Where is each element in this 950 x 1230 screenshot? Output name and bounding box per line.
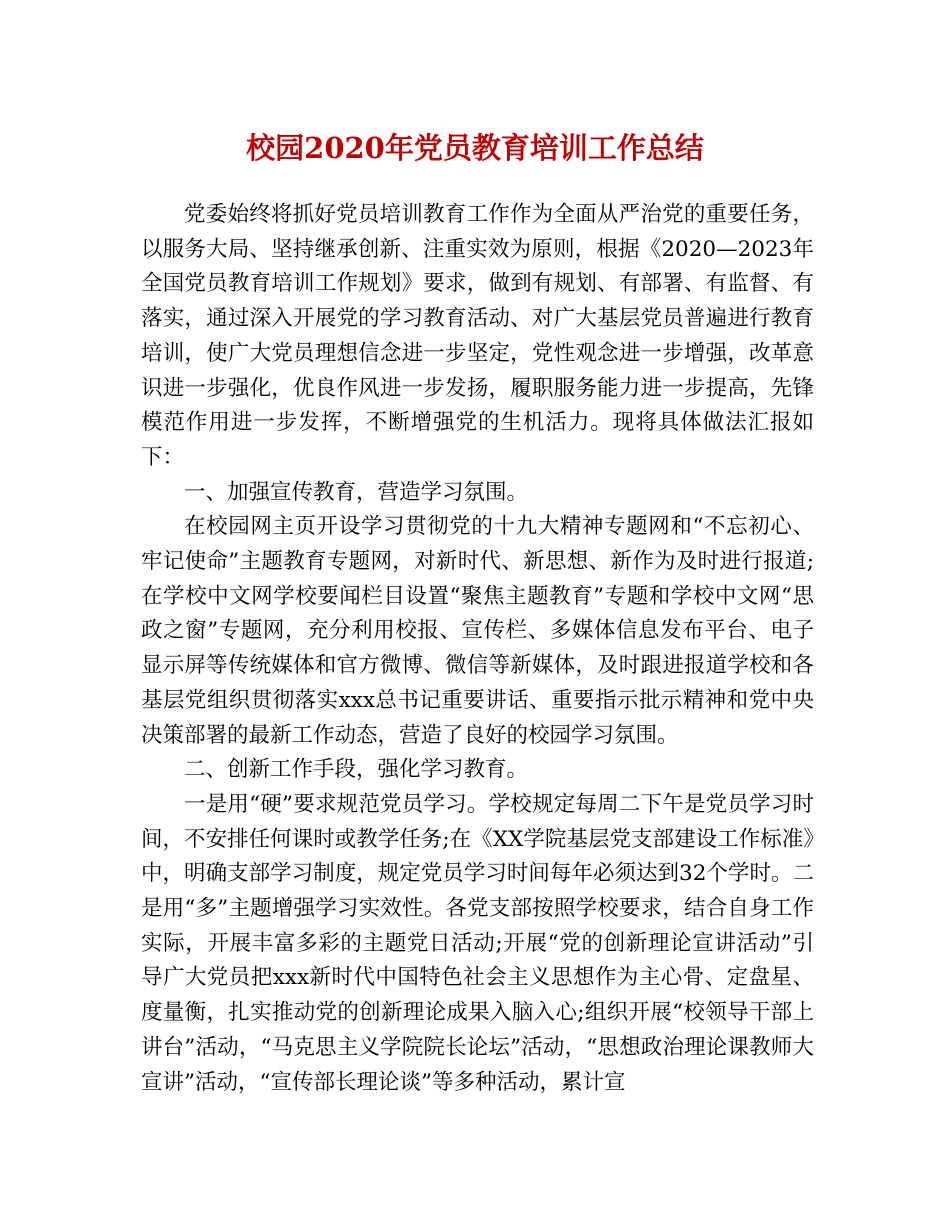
section-heading-2: 二、创新工作手段，强化学习教育。 (184, 757, 529, 783)
paragraph-section-1: 在校园网主页开设学习贯彻党的十九大精神专题网和“不忘初心、牢记使命”主题教育专题网，对新时代、新思想、新作为及时进行报道;在学校中文网学校要闻栏目设置“聚焦主题教育”专题和学校中文网“思政之窗”专题网，充分利用校报、宣传栏、多媒体信息发布平台、电子显示屏等传统媒体和官方微博、微信等新媒体，及时跟进报道学校和各基层党组织贯彻落实xxx总书记重要讲话、重要指示批示精神和党中央决策部署的最新工作动态，营造了良好的校园学习氛围。 (141, 514, 814, 748)
paragraph-section-2: 一是用“硬”要求规范党员学习。学校规定每周二下午是党员学习时间，不安排任何课时或教学任务;在《XX学院基层党支部建设工作标准》中，明确支部学习制度，规定党员学习时间每年必须达到32个学时。二是用“多”主题增强学习实效性。各党支部按照学校要求，结合自身工作实际，开展丰富多彩的主题党日活动;开展“党的创新理论宣讲活动”引导广大党员把xxx新时代中国特色社会主义思想作为主心骨、定盘星、度量衡，扎实推动党的创新理论成果入脑入心;组织开展“校领导干部上讲台”活动，“马克思主义学院院长论坛”活动，“思想政治理论课教师大宣讲”活动，“宣传部长理论谈”等多种活动，累计宣 (141, 791, 814, 1095)
paragraph-intro: 党委始终将抓好党员培训教育工作作为全面从严治党的重要任务，以服务大局、坚持继承创新、注重实效为原则，根据《2020—2023年全国党员教育培训工作规划》要求，做到有规划、有部署、有监督、有落实，通过深入开展党的学习教育活动、对广大基层党员普遍进行教育培训，使广大党员理想信念进一步坚定，党性观念进一步增强，改革意识进一步强化，优良作风进一步发扬，履职服务能力进一步提高，先锋模范作用进一步发挥，不断增强党的生机活力。现将具体做法汇报如下： (141, 202, 814, 470)
section-heading-1: 一、加强宣传教育，营造学习氛围。 (184, 479, 529, 505)
document-body (141, 198, 814, 1100)
document-title: 校园2020年党员教育培训工作总结 (246, 131, 704, 165)
